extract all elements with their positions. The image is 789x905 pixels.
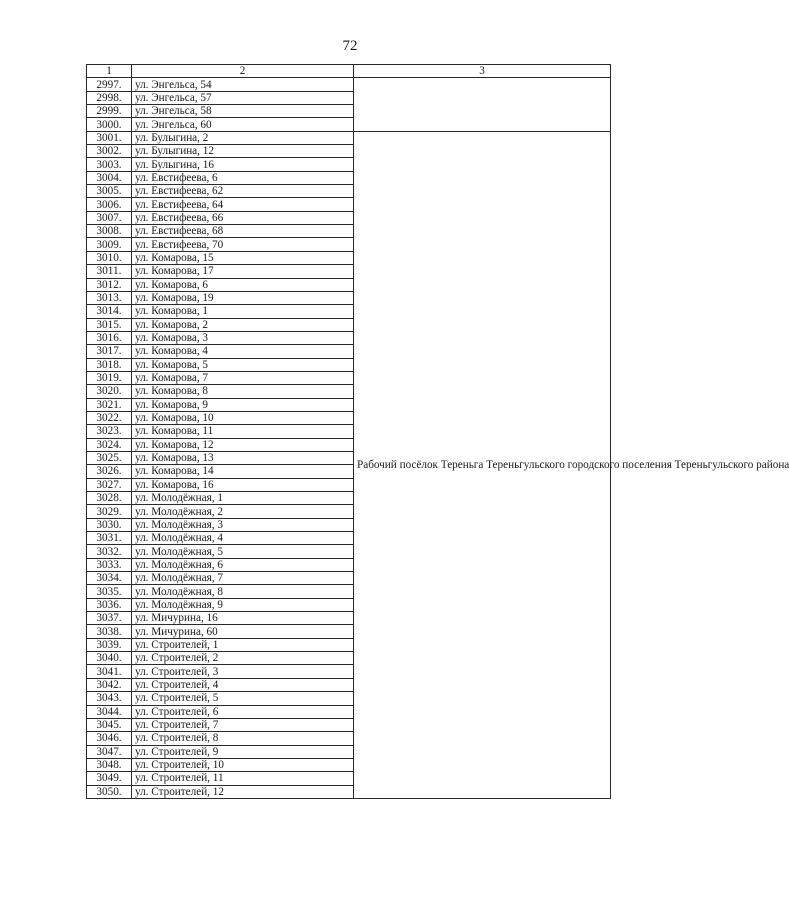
row-number: 3039.: [87, 638, 132, 651]
row-address: ул. Евстифеева, 64: [132, 198, 354, 211]
row-number: 3046.: [87, 732, 132, 745]
row-address: ул. Комарова, 7: [132, 371, 354, 384]
row-number: 3031.: [87, 532, 132, 545]
row-address: ул. Строителей, 4: [132, 678, 354, 691]
row-number: 3009.: [87, 238, 132, 251]
row-address: ул. Комарова, 8: [132, 385, 354, 398]
row-number: 3015.: [87, 318, 132, 331]
row-address: ул. Комарова, 1: [132, 305, 354, 318]
table-header-row: [87, 65, 611, 78]
column-header-3: 3: [354, 65, 611, 78]
row-address: ул. Энгельса, 60: [132, 118, 354, 131]
row-number: 3006.: [87, 198, 132, 211]
row-number: 3011.: [87, 265, 132, 278]
row-address: ул. Комарова, 2: [132, 318, 354, 331]
row-number: 3049.: [87, 772, 132, 785]
row-address: ул. Комарова, 14: [132, 465, 354, 478]
row-number: 3017.: [87, 345, 132, 358]
row-number: 3025.: [87, 451, 132, 464]
row-number: 3012.: [87, 278, 132, 291]
row-number: 3042.: [87, 678, 132, 691]
row-address: ул. Евстифеева, 70: [132, 238, 354, 251]
row-address: ул. Булыгина, 12: [132, 145, 354, 158]
table-row: [87, 131, 611, 144]
row-number: 3008.: [87, 225, 132, 238]
row-address: ул. Строителей, 10: [132, 758, 354, 771]
row-number: 3010.: [87, 251, 132, 264]
row-number: 3013.: [87, 291, 132, 304]
row-address: ул. Молодёжная, 9: [132, 598, 354, 611]
row-address: ул. Комарова, 6: [132, 278, 354, 291]
row-number: 3050.: [87, 785, 132, 798]
row-number: 3003.: [87, 158, 132, 171]
row-number: 3035.: [87, 585, 132, 598]
row-number: 3048.: [87, 758, 132, 771]
row-number: 3021.: [87, 398, 132, 411]
row-address: ул. Строителей, 8: [132, 732, 354, 745]
row-address: ул. Евстифеева, 68: [132, 225, 354, 238]
row-number: 3001.: [87, 131, 132, 144]
row-address: ул. Молодёжная, 2: [132, 505, 354, 518]
row-number: 3037.: [87, 612, 132, 625]
row-number: 2999.: [87, 105, 132, 118]
row-address: ул. Булыгина, 16: [132, 158, 354, 171]
location-cell-empty: [354, 78, 611, 131]
row-address: ул. Строителей, 1: [132, 638, 354, 651]
row-address: ул. Комарова, 13: [132, 451, 354, 464]
row-address: ул. Комарова, 16: [132, 478, 354, 491]
row-address: ул. Булыгина, 2: [132, 131, 354, 144]
row-number: 3024.: [87, 438, 132, 451]
row-address: ул. Молодёжная, 1: [132, 492, 354, 505]
row-address: ул. Евстифеева, 6: [132, 171, 354, 184]
row-address: ул. Строителей, 5: [132, 692, 354, 705]
row-address: ул. Комарова, 15: [132, 251, 354, 264]
row-number: 3036.: [87, 598, 132, 611]
row-address: ул. Строителей, 2: [132, 652, 354, 665]
row-address: ул. Комарова, 11: [132, 425, 354, 438]
location-cell: Рабочий посёлок Тереньга Тереньгульского городского поселения Тереньгульского района: [354, 131, 611, 798]
row-address: ул. Молодёжная, 5: [132, 545, 354, 558]
row-number: 3007.: [87, 211, 132, 224]
row-address: ул. Комарова, 10: [132, 411, 354, 424]
row-number: 3041.: [87, 665, 132, 678]
row-address: ул. Энгельса, 57: [132, 91, 354, 104]
row-address: ул. Евстифеева, 66: [132, 211, 354, 224]
row-address: ул. Строителей, 9: [132, 745, 354, 758]
row-address: ул. Строителей, 7: [132, 718, 354, 731]
row-number: 3047.: [87, 745, 132, 758]
row-address: ул. Молодёжная, 4: [132, 532, 354, 545]
row-address: ул. Мичурина, 16: [132, 612, 354, 625]
row-number: 3000.: [87, 118, 132, 131]
row-number: 3038.: [87, 625, 132, 638]
row-number: 3019.: [87, 371, 132, 384]
row-number: 3045.: [87, 718, 132, 731]
row-address: ул. Молодёжная, 7: [132, 572, 354, 585]
row-address: ул. Комарова, 5: [132, 358, 354, 371]
row-address: ул. Строителей, 12: [132, 785, 354, 798]
row-address: ул. Комарова, 17: [132, 265, 354, 278]
row-number: 3034.: [87, 572, 132, 585]
row-number: 3032.: [87, 545, 132, 558]
row-number: 3018.: [87, 358, 132, 371]
row-number: 3029.: [87, 505, 132, 518]
row-address: ул. Комарова, 9: [132, 398, 354, 411]
row-number: 3040.: [87, 652, 132, 665]
row-address: ул. Мичурина, 60: [132, 625, 354, 638]
row-address: ул. Комарова, 3: [132, 331, 354, 344]
row-number: 2998.: [87, 91, 132, 104]
row-number: 3005.: [87, 185, 132, 198]
row-address: ул. Энгельса, 58: [132, 105, 354, 118]
row-number: 3043.: [87, 692, 132, 705]
row-number: 2997.: [87, 78, 132, 91]
table-body: [87, 78, 789, 799]
row-address: ул. Комарова, 12: [132, 438, 354, 451]
row-address: ул. Строителей, 11: [132, 772, 354, 785]
row-number: 3023.: [87, 425, 132, 438]
row-number: 3044.: [87, 705, 132, 718]
row-address: ул. Комарова, 4: [132, 345, 354, 358]
row-address: ул. Молодёжная, 6: [132, 558, 354, 571]
row-address: ул. Молодёжная, 3: [132, 518, 354, 531]
page-number: 72: [342, 38, 358, 54]
row-number: 3028.: [87, 492, 132, 505]
row-address: ул. Евстифеева, 62: [132, 185, 354, 198]
column-header-2: 2: [132, 65, 354, 78]
row-number: 3014.: [87, 305, 132, 318]
row-address: ул. Строителей, 3: [132, 665, 354, 678]
row-address: ул. Комарова, 19: [132, 291, 354, 304]
row-address: ул. Молодёжная, 8: [132, 585, 354, 598]
row-address: ул. Энгельса, 54: [132, 78, 354, 91]
row-number: 3020.: [87, 385, 132, 398]
row-number: 3027.: [87, 478, 132, 491]
row-number: 3030.: [87, 518, 132, 531]
address-table: [86, 64, 789, 799]
row-number: 3016.: [87, 331, 132, 344]
row-number: 3004.: [87, 171, 132, 184]
row-number: 3033.: [87, 558, 132, 571]
row-number: 3026.: [87, 465, 132, 478]
row-number: 3022.: [87, 411, 132, 424]
row-address: ул. Строителей, 6: [132, 705, 354, 718]
row-number: 3002.: [87, 145, 132, 158]
column-header-1: 1: [87, 65, 132, 78]
table-row: [87, 78, 611, 91]
